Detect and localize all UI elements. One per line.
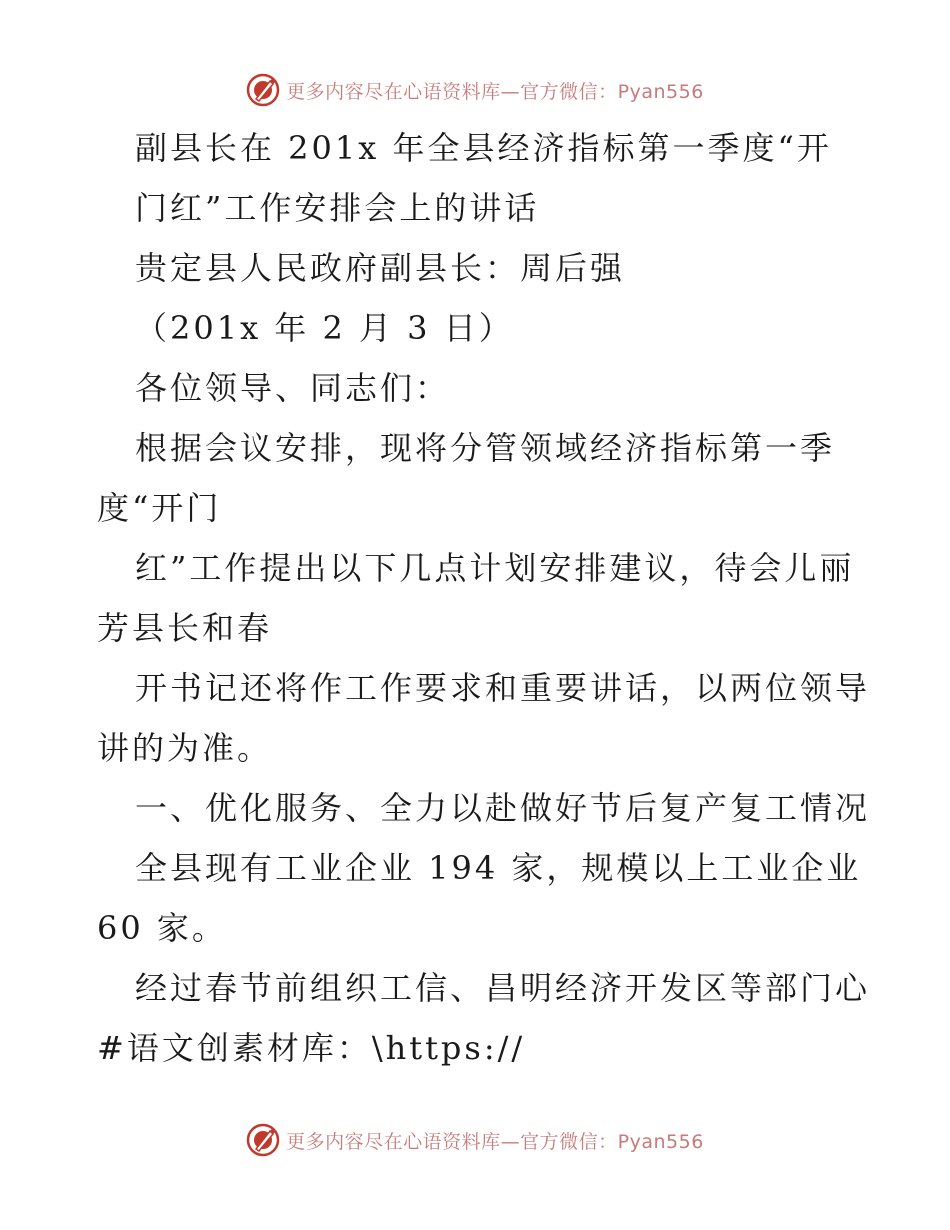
watermark-text: 更多内容尽在心语资料库—官方微信：Pyan556 bbox=[286, 80, 704, 103]
watermark-text: 更多内容尽在心语资料库—官方微信：Pyan556 bbox=[286, 1130, 704, 1153]
watermark-header bbox=[0, 70, 950, 110]
body-line: 经过春节前组织工信、昌明经济开发区等部门心 bbox=[135, 969, 871, 1007]
body-line: 讲的为准。 bbox=[97, 729, 273, 767]
pen-logo-icon bbox=[246, 1123, 280, 1157]
watermark-footer bbox=[0, 1120, 950, 1160]
salutation-line: 各位领导、同志们： bbox=[135, 369, 451, 407]
title-line-1: 副县长在 201x 年全县经济指标第一季度“开 bbox=[135, 129, 832, 167]
document-body bbox=[97, 118, 871, 1078]
title-line-2: 门红”工作安排会上的讲话 bbox=[135, 189, 540, 227]
body-line: #语文创素材库：\https:// bbox=[97, 1029, 526, 1067]
body-line: 芳县长和春 bbox=[97, 609, 273, 647]
date-line: （201x 年 2 月 3 日） bbox=[135, 309, 514, 347]
body-line: 根据会议安排，现将分管领域经济指标第一季 bbox=[135, 429, 836, 467]
body-line: 度“开门 bbox=[97, 489, 222, 527]
body-line: 红”工作提出以下几点计划安排建议，待会儿丽 bbox=[135, 549, 855, 587]
body-line: 开书记还将作工作要求和重要讲话，以两位领导 bbox=[135, 669, 871, 707]
body-line: 60 家。 bbox=[97, 909, 227, 947]
body-line: 全县现有工业企业 194 家，规模以上工业企业 bbox=[135, 849, 862, 887]
pen-logo-icon bbox=[246, 73, 280, 107]
section-heading: 一、优化服务、全力以赴做好节后复产复工情况 bbox=[135, 789, 871, 827]
speaker-line: 贵定县人民政府副县长：周后强 bbox=[135, 249, 626, 287]
